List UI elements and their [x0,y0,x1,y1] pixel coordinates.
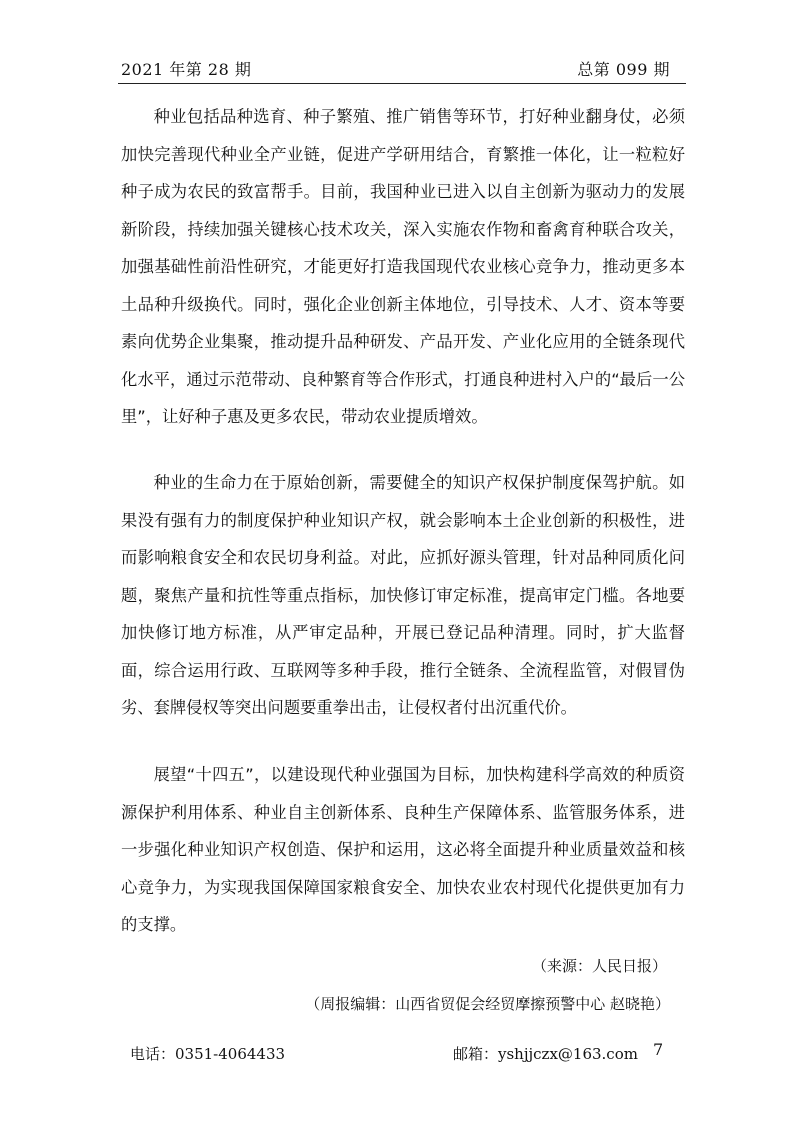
editor-credit: （周报编辑：山西省贸促会经贸摩擦预警中心 赵晓艳） [305,995,670,1013]
contact-phone: 电话：0351-4064433 [130,1045,286,1063]
paragraph-2: 种业的生命力在于原始创新，需要健全的知识产权保护制度保驾护航。如果没有强有力的制度保护种业知识产权，就会影响本土企业创新的积极性，进而影响粮食安全和农民切身利益。对此，应抓好源头管理，针对品种同质化问题，聚焦产量和抗性等重点指标，加快修订审定标准，提高审定门槛。各地要加快修订地方标准，从严审定品种，开展已登记品种清理。同时，扩大监督面，综合运用行政、互联网等多种手段，推行全链条、全流程监管，对假冒伪劣、套牌侵权等突出问题要重拳出击，让侵权者付出沉重代价。 [121,473,685,717]
header-divider [118,83,686,84]
page-number: 7 [653,1040,664,1059]
article-source: （来源：人民日报） [531,957,667,975]
paragraph-3: 展望“十四五”，以建设现代种业强国为目标，加快构建科学高效的种质资源保护利用体系、种业自主创新体系、良种生产保障体系、监管服务体系，进一步强化种业知识产权创造、保护和运用，这必将全面提升种业质量效益和核心竞争力，为实现我国保障国家粮食安全、加快农业农村现代化提供更加有力的支撑。 [121,765,685,934]
issue-number: 2021 年第 28 期 [121,60,252,79]
total-issue-number: 总第 099 期 [577,60,670,79]
paragraph-1: 种业包括品种选育、种子繁殖、推广销售等环节，打好种业翻身仗，必须加快完善现代种业全产业链，促进产学研用结合，育繁推一体化，让一粒粒好种子成为农民的致富帮手。目前，我国种业已进入以自主创新为驱动力的发展新阶段，持续加强关键核心技术攻关，深入实施农作物和畜禽育种联合攻关，加强基础性前沿性研究，才能更好打造我国现代农业核心竞争力，推动更多本土品种升级换代。同时，强化企业创新主体地位，引导技术、人才、资本等要素向优势企业集聚，推动提升品种研发、产品开发、产业化应用的全链条现代化水平，通过示范带动、良种繁育等合作形式，打通良种进村入户的“最后一公里”，让好种子惠及更多农民，带动农业提质增效。 [121,107,685,426]
contact-email: 邮箱：yshjjczx@163.com [453,1045,638,1063]
